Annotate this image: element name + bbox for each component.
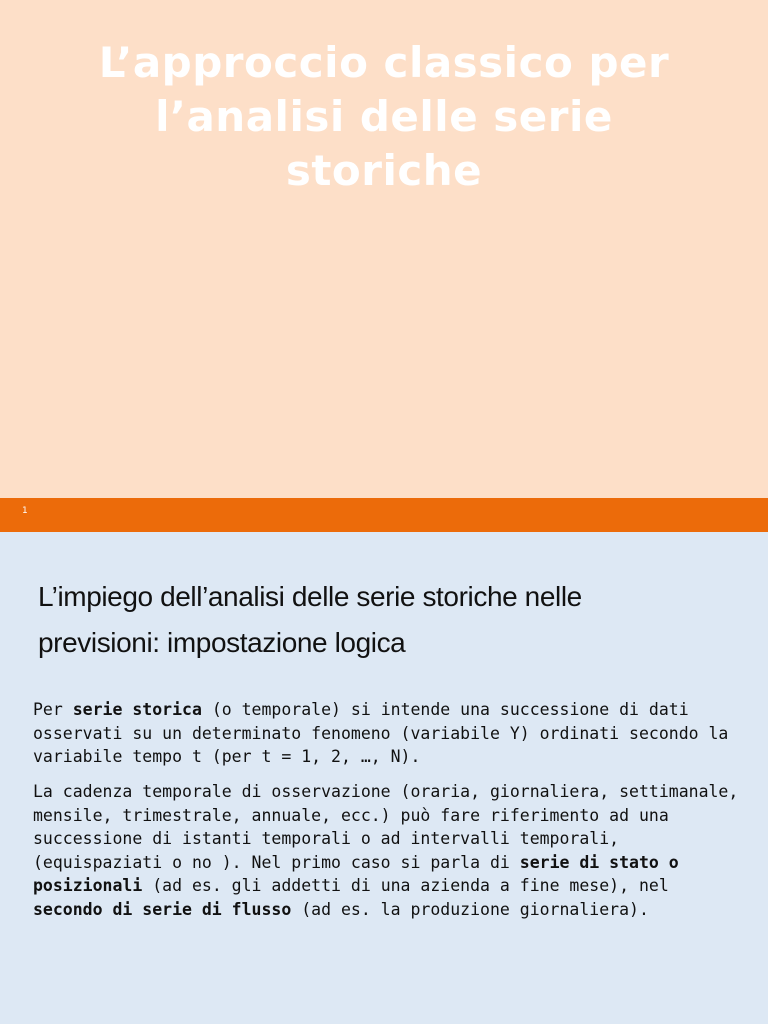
p2-text-2: (ad es. gli addetti di una azienda a fine mese), nel: [142, 876, 669, 896]
slide-footer-bar: [0, 498, 768, 532]
title-line-2: l’analisi delle serie: [155, 92, 613, 141]
definition-paragraph: [33, 698, 748, 769]
term-serie-di-stato: serie di stato o posizionali: [33, 852, 679, 896]
cadence-paragraph: [33, 780, 748, 922]
p1-text-1: Per: [33, 700, 73, 719]
slide-number: 1: [22, 506, 28, 516]
title-slide-heading: [30, 36, 738, 198]
title-slide: [0, 0, 768, 498]
content-slide-heading: [38, 574, 738, 666]
term-serie-di-flusso: secondo di serie di flusso: [33, 899, 292, 919]
title-line-1: L’approccio classico per: [98, 38, 670, 87]
p1-text-2: (o temporale) si intende una successione di dati osservati su un determinato fenomeno (variabile Y) ordinati secondo la variabile tempo t (per t = 1, 2, …, N).: [33, 700, 729, 767]
term-serie-storica: serie storica: [72, 700, 202, 719]
title-line-3: storiche: [285, 146, 483, 195]
heading-line-2: previsioni: impostazione logica: [38, 627, 406, 658]
heading-line-1: L’impiego dell’analisi delle serie storiche nelle: [38, 581, 582, 612]
p2-text-3: (ad es. la produzione giornaliera).: [291, 899, 649, 919]
content-slide: [0, 532, 768, 1024]
p2-text-1: La cadenza temporale di osservazione (oraria, giornaliera, settimanale, mensile, trimestrale, annuale, ecc.) può fare riferimento ad una successione di istanti temporali o ad intervalli temporali, (equispaziati o no ). Nel primo caso si parla di: [33, 782, 739, 872]
